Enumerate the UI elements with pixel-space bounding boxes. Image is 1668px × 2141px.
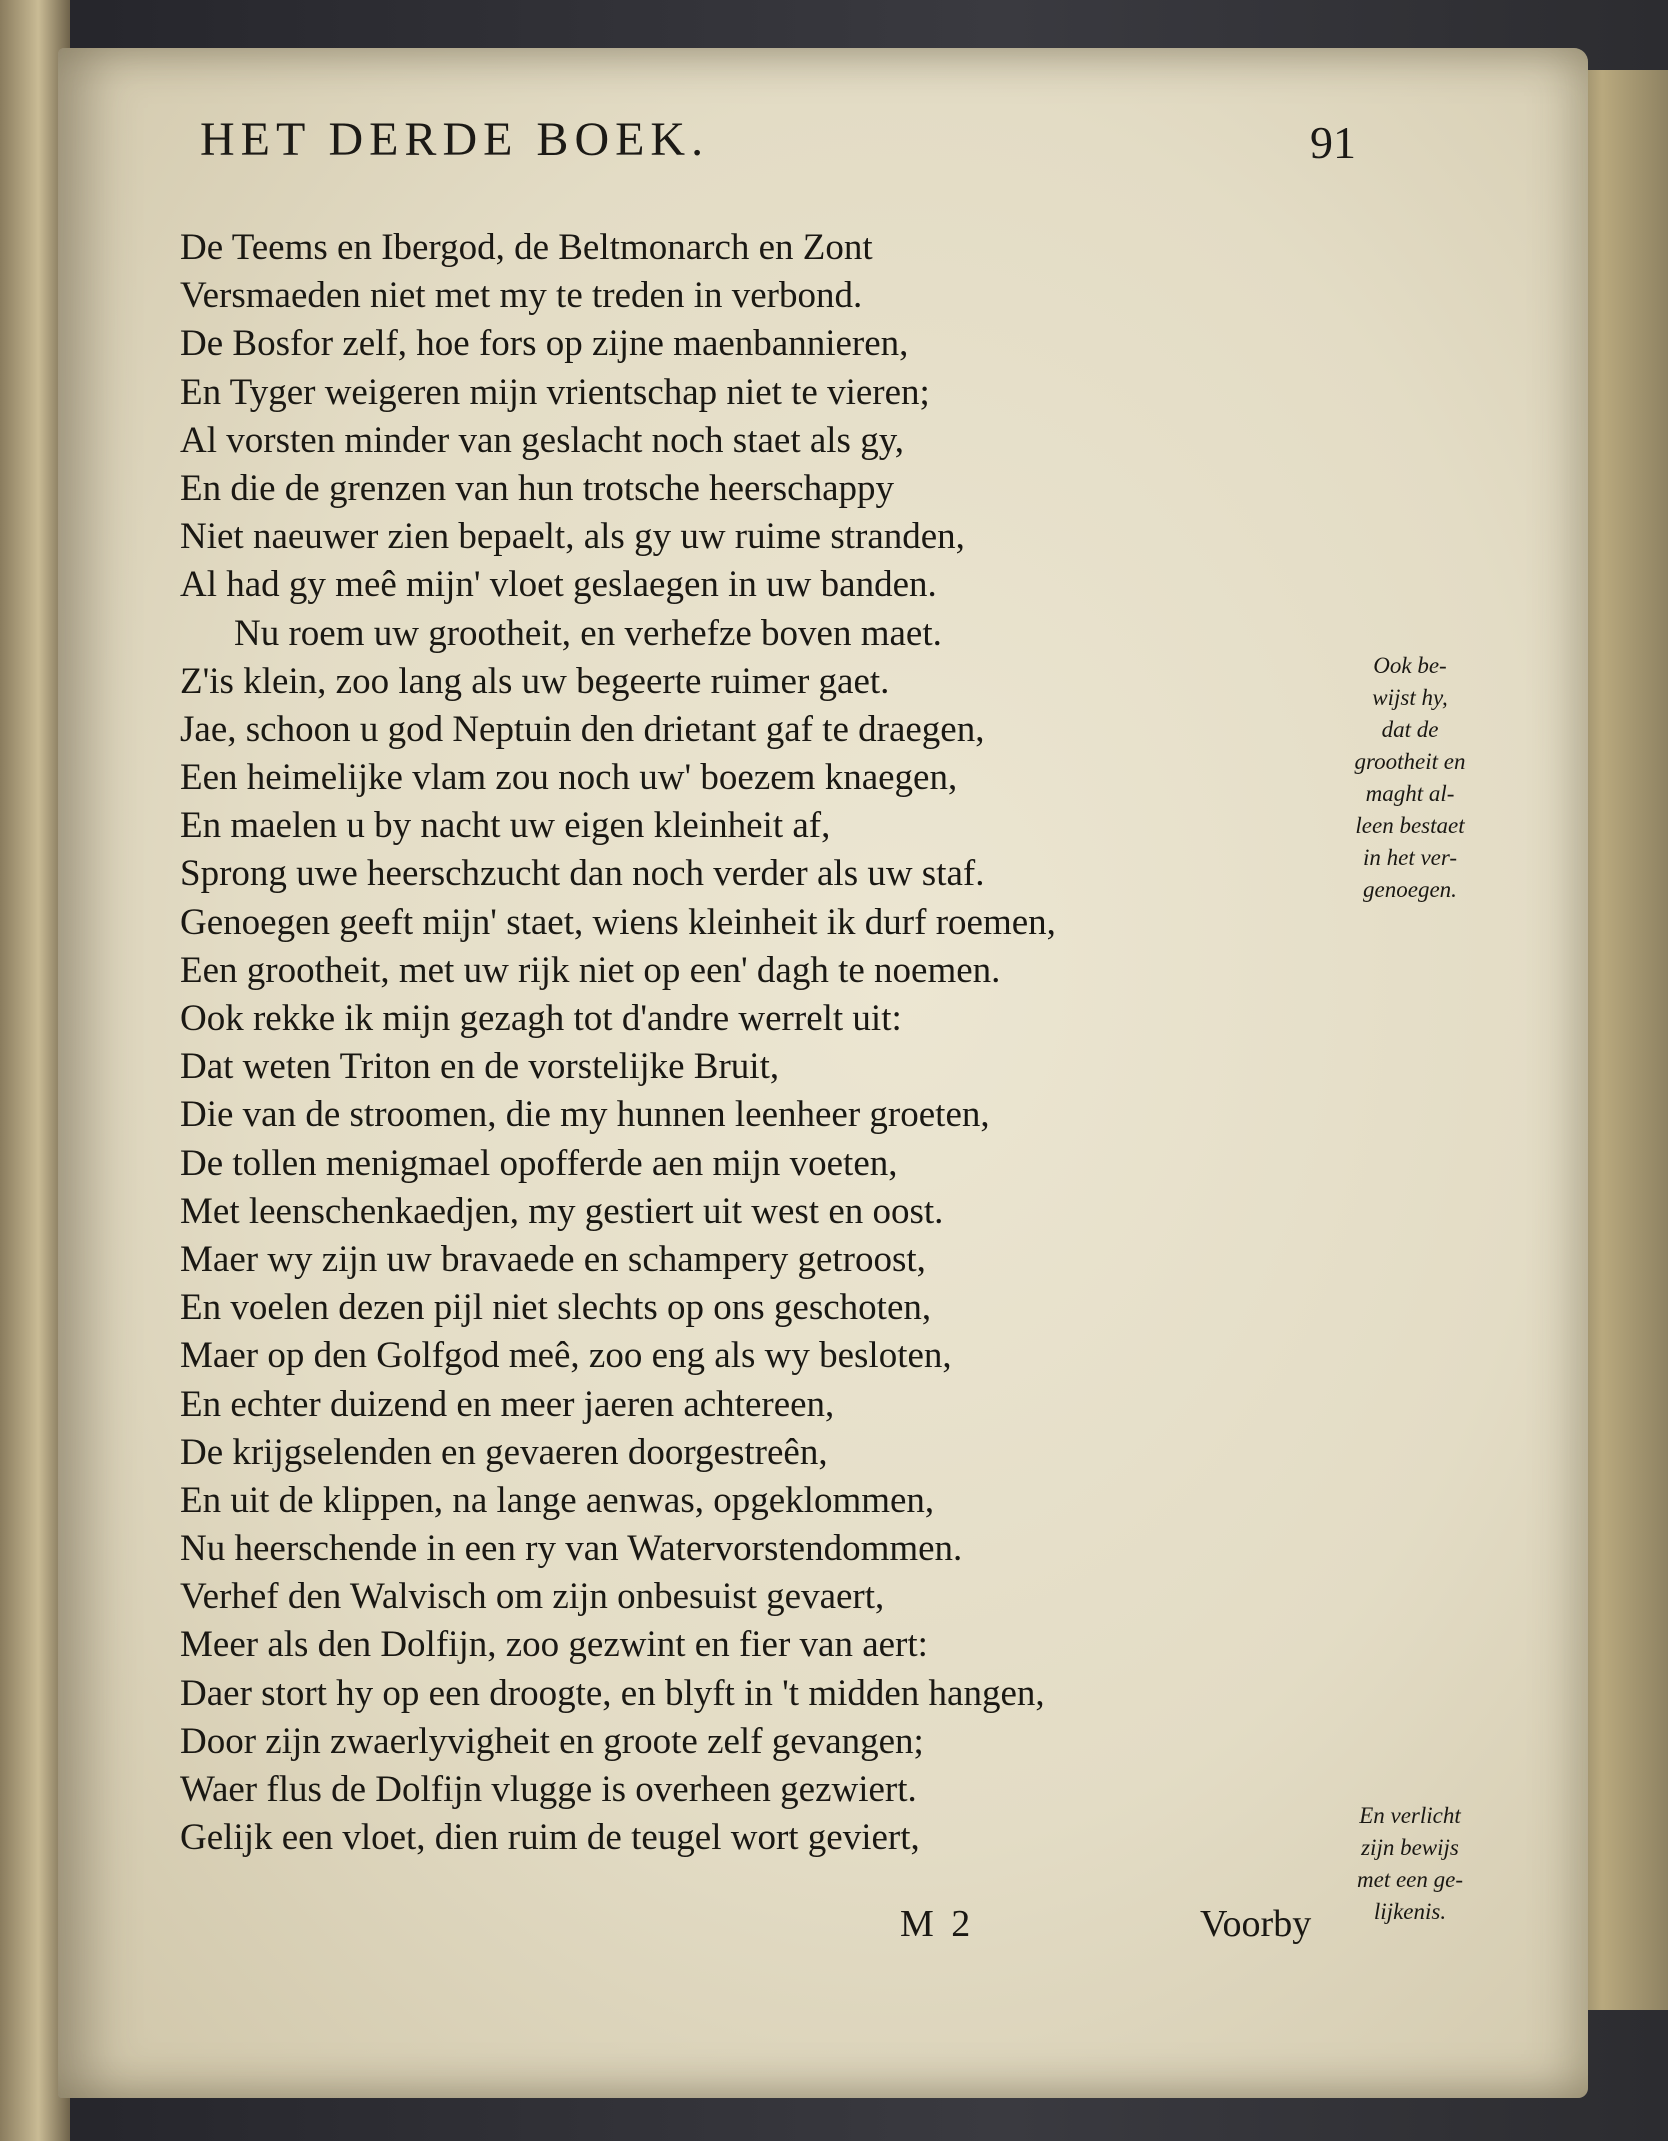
verse-line: En Tyger weigeren mijn vrientschap niet te vieren;	[180, 371, 930, 413]
running-head-title: HET DERDE BOEK.	[200, 113, 710, 166]
marginal-note-line: grootheit en	[1354, 749, 1466, 774]
verse-text	[180, 224, 1340, 1862]
verse-line: Dat weten Triton en de vorstelijke Bruit,	[180, 1046, 780, 1088]
verse-line: Jae, schoon u god Neptuin den drietant gaf te draegen,	[180, 708, 985, 750]
marginal-note-line: Ook be-	[1373, 653, 1447, 678]
verse-line: Daer stort hy op een droogte, en blyft in 't midden hangen,	[180, 1672, 1045, 1714]
marginal-note-line: En verlicht	[1359, 1803, 1461, 1828]
verse-line: Die van de stroomen, die my hunnen leenheer groeten,	[180, 1094, 990, 1136]
marginal-note-line: zijn bewijs	[1361, 1835, 1459, 1860]
verse-line: Sprong uwe heerschzucht dan noch verder als uw staf.	[180, 853, 985, 895]
verse-line: Meer als den Dolfijn, zoo gezwint en fier van aert:	[180, 1624, 928, 1666]
signature-mark: M 2	[900, 1903, 975, 1945]
verse-line: Met leenschenkaedjen, my gestiert uit west en oost.	[180, 1190, 944, 1232]
marginal-note-line: met een ge-	[1357, 1867, 1463, 1892]
verse-line: Verhef den Walvisch om zijn onbesuist gevaert,	[180, 1576, 885, 1618]
verse-line: Maer op den Golfgod meê, zoo eng als wy besloten,	[180, 1335, 952, 1377]
verse-line: Z'is klein, zoo lang als uw begeerte ruimer gaet.	[180, 660, 890, 702]
verse-line: Versmaeden niet met my te treden in verbond.	[180, 275, 863, 317]
verse-line: En die de grenzen van hun trotsche heerschappy	[180, 467, 895, 509]
verse-line: En echter duizend en meer jaeren achtereen,	[180, 1383, 835, 1425]
catchword: Voorby	[1200, 1903, 1312, 1945]
marginal-note-line: dat de	[1381, 717, 1439, 742]
page-number: 91	[1310, 117, 1356, 168]
verse-line: Al had gy meê mijn' vloet geslaegen in uw banden.	[180, 564, 937, 606]
marginal-note-comparison	[1335, 1800, 1485, 1928]
verse-line: Nu heerschende in een ry van Watervorstendommen.	[180, 1528, 963, 1570]
verse-line: Ook rekke ik mijn gezagh tot d'andre werrelt uit:	[180, 998, 902, 1039]
verse-line: Genoegen geeft mijn' staet, wiens kleinheit ik durf roemen,	[180, 901, 1056, 943]
verse-line: Een grootheit, met uw rijk niet op een' dagh te noemen.	[180, 949, 1001, 991]
verse-line: En uit de klippen, na lange aenwas, opgeklommen,	[180, 1479, 935, 1521]
marginal-note-line: lijkenis.	[1373, 1899, 1447, 1924]
verse-line: Nu roem uw grootheit, en verhefze boven maet.	[234, 612, 942, 654]
verse-line: Al vorsten minder van geslacht noch staet als gy,	[180, 419, 905, 461]
verse-line: De krijgselenden en gevaeren doorgestreên,	[180, 1431, 828, 1473]
verse-line: Een heimelijke vlam zou noch uw' boezem knaegen,	[180, 757, 958, 799]
verse-line: En voelen dezen pijl niet slechts op ons geschoten,	[180, 1287, 932, 1329]
marginal-note-line: genoegen.	[1363, 877, 1457, 902]
running-head	[200, 112, 1400, 192]
verse-line: De Teems en Ibergod, de Beltmonarch en Zont	[180, 227, 873, 268]
marginal-note-line: in het ver-	[1362, 845, 1458, 870]
verse-line: Door zijn zwaerlyvigheit en groote zelf gevangen;	[180, 1720, 924, 1762]
verse-line: En maelen u by nacht uw eigen kleinheit af,	[180, 805, 831, 847]
verse-line: Niet naeuwer zien bepaelt, als gy uw ruime stranden,	[180, 516, 965, 558]
verse-line: De tollen menigmael opofferde aen mijn voeten,	[180, 1142, 898, 1184]
verse-line: De Bosfor zelf, hoe fors op zijne maenbannieren,	[180, 323, 909, 365]
marginal-note-greatness	[1335, 650, 1485, 906]
marginal-note-line: maght al-	[1365, 781, 1455, 806]
verse-line: Gelijk een vloet, dien ruim de teugel wort geviert,	[180, 1817, 920, 1859]
verse-line: Maer wy zijn uw bravaede en schampery getroost,	[180, 1238, 926, 1280]
verse-line: Waer flus de Dolfijn vlugge is overheen gezwiert.	[180, 1769, 917, 1810]
marginal-note-line: wijst hy,	[1372, 685, 1448, 710]
marginal-note-line: leen bestaet	[1355, 813, 1465, 838]
